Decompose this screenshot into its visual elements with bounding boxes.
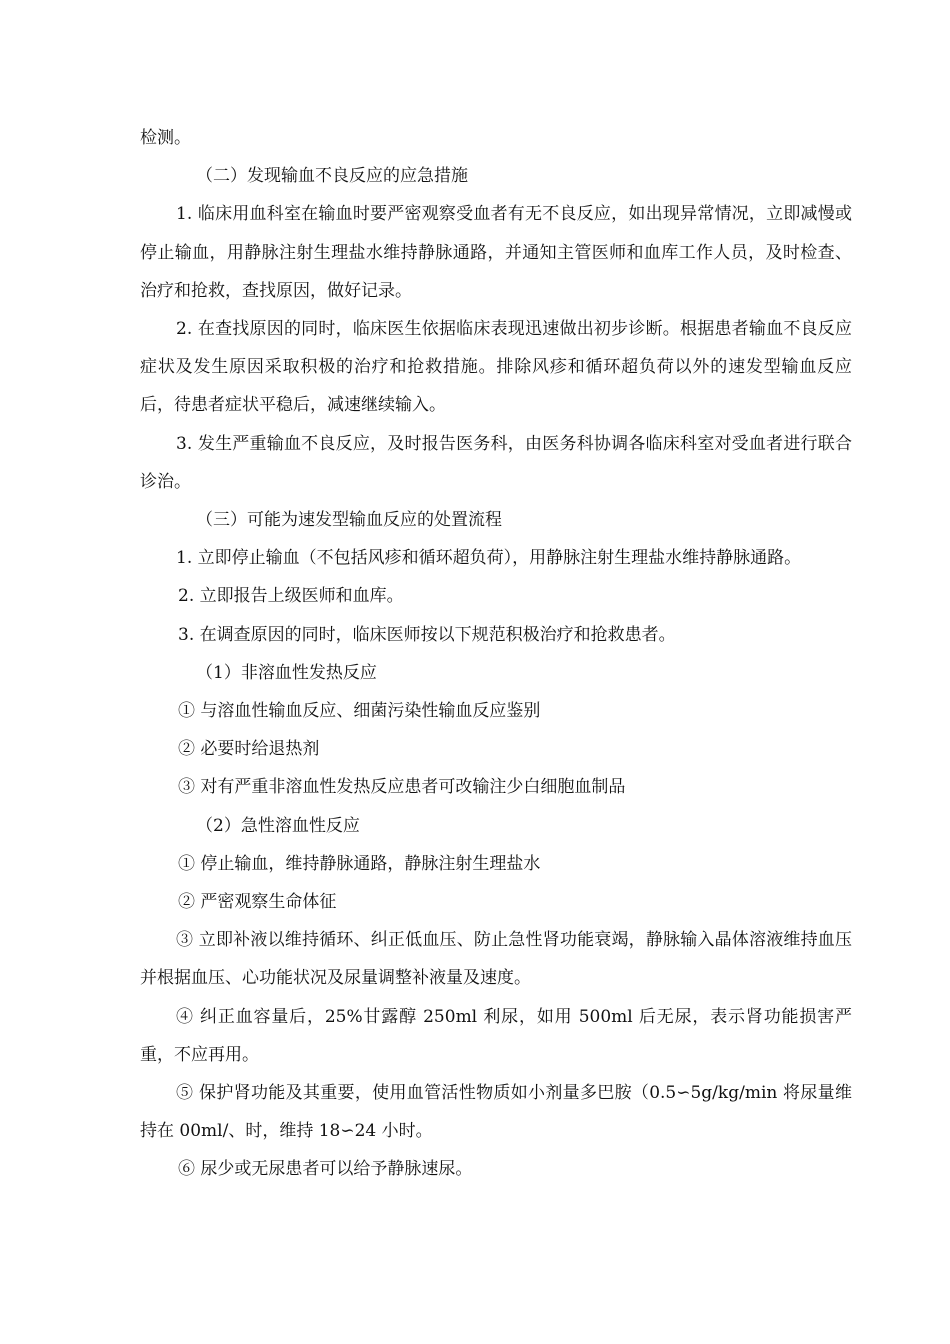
list-item: ② 必要时给退热剂 — [178, 739, 320, 760]
paragraph-continuation: 检测。 — [140, 128, 191, 148]
paragraph-2-3: 3. 发生严重输血不良反应，及时报告医务科，由医务科协调各临床科室对受血者进行联合诊治。 — [140, 433, 852, 492]
list-item: ② 严密观察生命体征 — [178, 892, 337, 913]
list-item: ⑤ 保护肾功能及其重要，使用血管活性物质如小剂量多巴胺（0.5∽5g/kg/min 将尿量维持在 00ml/、时，维持 18∽24 小时。 — [140, 1083, 852, 1142]
paragraph-2-1: 1. 临床用血科室在输血时要严密观察受血者有无不良反应，如出现异常情况，立即减慢或停止输血，用静脉注射生理盐水维持静脉通路，并通知主管医师和血库工作人员，及时检查、治疗和抢救，查找原因，做好记录。 — [140, 204, 852, 301]
subheading-hemolytic-reaction: （2）急性溶血性反应 — [196, 815, 360, 836]
paragraph-3-2: 2. 立即报告上级医师和血库。 — [178, 586, 404, 607]
paragraph-3-1: 1. 立即停止输血（不包括风疹和循环超负荷），用静脉注射生理盐水维持静脉通路。 — [176, 548, 802, 569]
document-body — [140, 119, 852, 1189]
section-heading-2: （二）发现输血不良反应的应急措施 — [196, 166, 468, 187]
list-item: ③ 对有严重非溶血性发热反应患者可改输注少白细胞血制品 — [178, 777, 626, 798]
paragraph-2-2: 2. 在查找原因的同时，临床医生依据临床表现迅速做出初步诊断。根据患者输血不良反应症状及发生原因采取积极的治疗和抢救措施。排除风疹和循环超负荷以外的速发型输血反应后，待患者症状平稳后，减速继续输入。 — [140, 319, 852, 416]
list-item: ④ 纠正血容量后，25%甘露醇 250ml 利尿，如用 500ml 后无尿，表示肾功能损害严重，不应再用。 — [140, 1006, 852, 1065]
list-item: ⑥ 尿少或无尿患者可以给予静脉速尿。 — [178, 1159, 473, 1180]
list-item: ③ 立即补液以维持循环、纠正低血压、防止急性肾功能衰竭，静脉输入晶体溶液维持血压并根据血压、心功能状况及尿量调整补液量及速度。 — [140, 930, 852, 989]
list-item: ① 与溶血性输血反应、细菌污染性输血反应鉴别 — [178, 701, 541, 722]
section-heading-3: （三）可能为速发型输血反应的处置流程 — [196, 510, 502, 531]
subheading-febrile-reaction: （1）非溶血性发热反应 — [196, 662, 377, 683]
list-item: ① 停止输血，维持静脉通路，静脉注射生理盐水 — [178, 853, 541, 874]
paragraph-3-3: 3. 在调查原因的同时，临床医师按以下规范积极治疗和抢救患者。 — [178, 624, 676, 645]
